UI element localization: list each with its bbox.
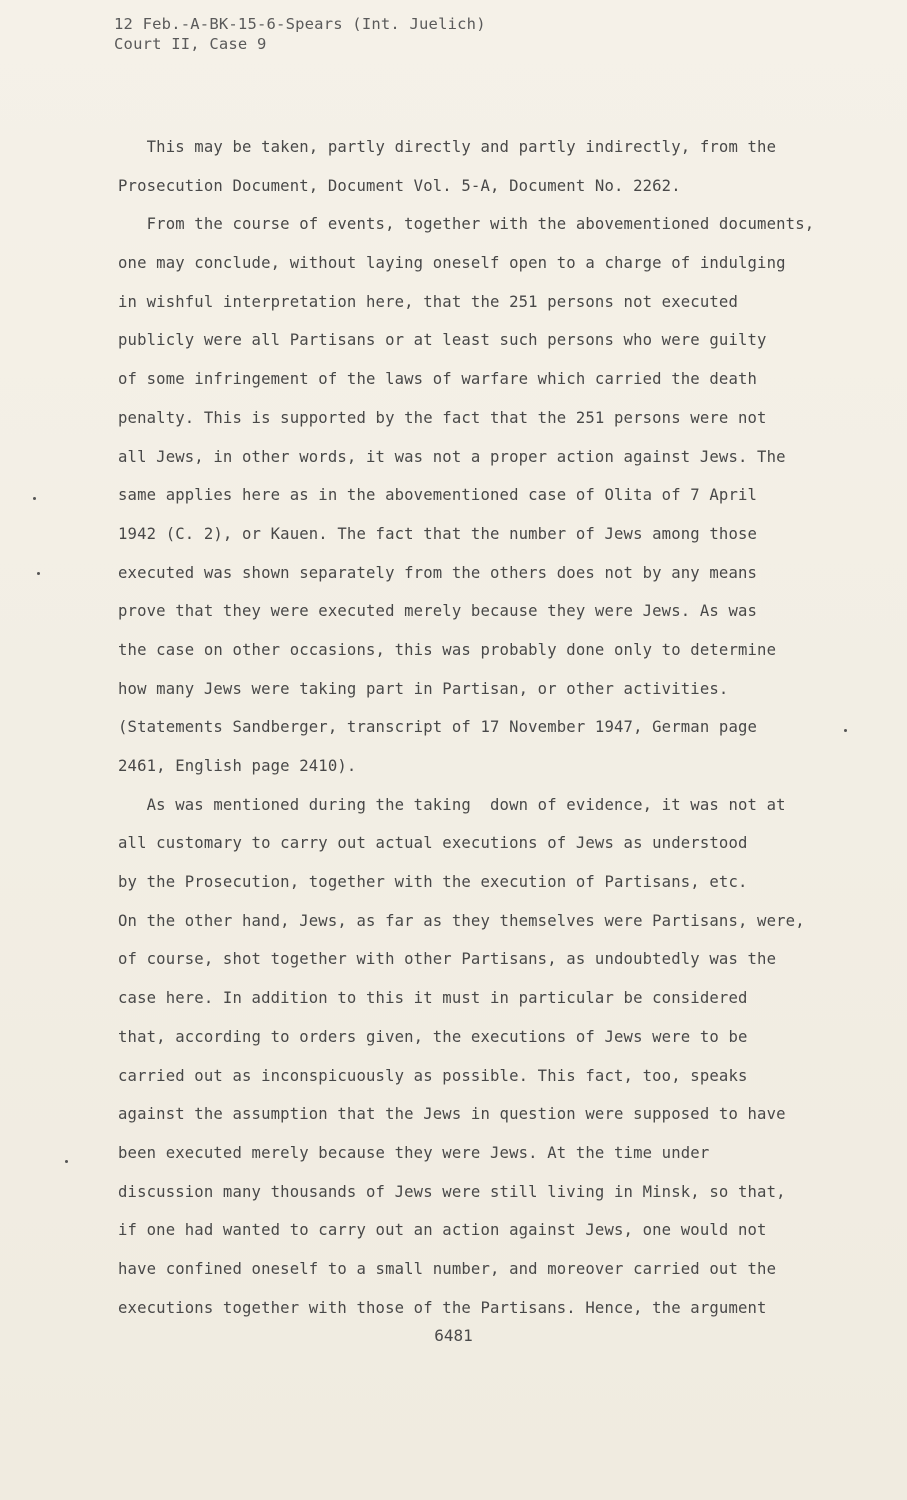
text-line: (Statements Sandberger, transcript of 17 November 1947, German page — [118, 718, 758, 737]
text-line: all customary to carry out actual executions of Jews as understood — [118, 834, 748, 853]
text-line: publicly were all Partisans or at least such persons who were guilty — [118, 331, 767, 350]
text-line: Prosecution Document, Document Vol. 5-A, Document No. 2262. — [118, 176, 681, 195]
document-header — [114, 14, 486, 54]
text-line: if one had wanted to carry out an action against Jews, one would not — [118, 1221, 767, 1240]
text-line: executed was shown separately from the others does not by any means — [118, 563, 758, 582]
text-line: that, according to orders given, the executions of Jews were to be — [118, 1027, 748, 1046]
body-text — [118, 128, 818, 1327]
text-line: On the other hand, Jews, as far as they themselves were Partisans, were, — [118, 911, 805, 930]
text-line: same applies here as in the abovementioned case of Olita of 7 April — [118, 486, 758, 505]
text-line: have confined oneself to a small number, and moreover carried out the — [118, 1259, 777, 1278]
text-line: From the course of events, together with the abovementioned documents, — [118, 215, 815, 234]
text-line: prove that they were executed merely because they were Jews. As was — [118, 602, 758, 621]
text-line: This may be taken, partly directly and partly indirectly, from the — [118, 138, 777, 156]
text-line: all Jews, in other words, it was not a proper action against Jews. The — [118, 447, 786, 466]
text-line: 1942 (C. 2), or Kauen. The fact that the number of Jews among those — [118, 524, 758, 543]
scan-speck — [37, 572, 40, 575]
text-line: As was mentioned during the taking down of evidence, it was not at — [118, 795, 786, 814]
text-line: how many Jews were taking part in Partisan, or other activities. — [118, 679, 729, 698]
text-line: carried out as inconspicuously as possible. This fact, too, speaks — [118, 1066, 748, 1085]
header-court-line: Court II, Case 9 — [114, 35, 267, 53]
text-line: 2461, English page 2410). — [118, 757, 357, 775]
text-line: of some infringement of the laws of warfare which carried the death — [118, 370, 758, 389]
text-line: executions together with those of the Partisans. Hence, the argument — [118, 1298, 767, 1317]
header-reference-line: 12 Feb.-A-BK-15-6-Spears (Int. Juelich) — [114, 15, 486, 33]
scan-speck — [65, 1160, 68, 1163]
text-line: by the Prosecution, together with the execution of Partisans, etc. — [118, 873, 748, 892]
text-line: case here. In addition to this it must in particular be considered — [118, 989, 748, 1008]
scan-speck — [844, 729, 847, 732]
text-line: discussion many thousands of Jews were still living in Minsk, so that, — [118, 1182, 786, 1201]
text-line: one may conclude, without laying oneself open to a charge of indulging — [118, 254, 786, 273]
text-line: the case on other occasions, this was probably done only to determine — [118, 640, 777, 659]
text-line: been executed merely because they were Jews. At the time under — [118, 1143, 710, 1162]
page-number: 6481 — [434, 1326, 473, 1345]
text-line: in wishful interpretation here, that the 251 persons not executed — [118, 292, 738, 311]
text-line: against the assumption that the Jews in question were supposed to have — [118, 1105, 786, 1124]
text-line: of course, shot together with other Partisans, as undoubtedly was the — [118, 950, 777, 969]
text-line: penalty. This is supported by the fact that the 251 persons were not — [118, 408, 767, 427]
scan-speck — [33, 497, 36, 500]
